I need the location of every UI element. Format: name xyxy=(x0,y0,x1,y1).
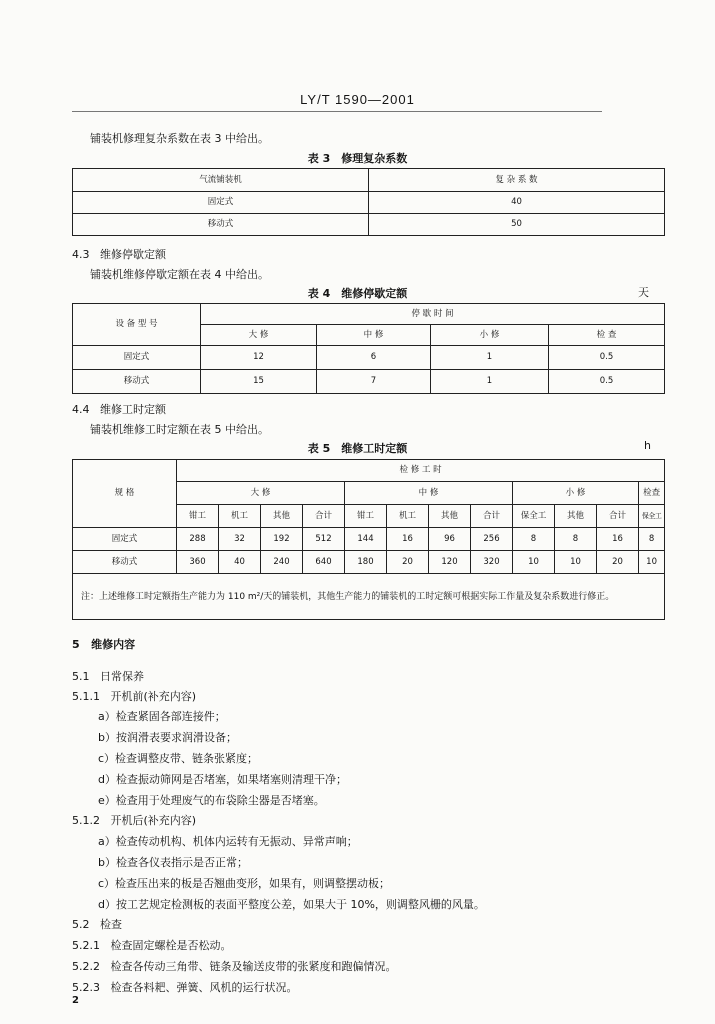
section-number: 5.1.2 xyxy=(72,814,100,827)
table5-cell: 8 xyxy=(513,528,555,551)
section-number: 5.1 xyxy=(72,670,90,683)
subsection-text: 检查各料耙、弹簧、风机的运行状况。 xyxy=(110,981,298,994)
table5-cell: 120 xyxy=(429,551,471,574)
section-5-1-heading xyxy=(72,668,144,684)
table3-header: 复 杂 系 数 xyxy=(369,169,665,192)
table5-cell: 8 xyxy=(555,528,597,551)
table5-cell: 10 xyxy=(639,551,665,574)
table4-col-header: 大 修 xyxy=(201,325,317,346)
table5-cell: 32 xyxy=(219,528,261,551)
table5-caption: 表 5 维修工时定额 xyxy=(307,442,408,455)
table3-cell: 移动式 xyxy=(73,214,369,236)
table4-col-header: 小 修 xyxy=(431,325,549,346)
list-item: c）检查调整皮带、链条张紧度； xyxy=(98,752,259,765)
table4-col-header: 检 查 xyxy=(549,325,665,346)
subsection-text: 检查各传动三角带、链条及输送皮带的张紧度和跑偏情况。 xyxy=(110,960,397,973)
section-title: 日常保养 xyxy=(100,670,144,683)
section-5-heading xyxy=(72,636,135,652)
table4-equip-header: 设 备 型 号 xyxy=(73,304,201,346)
subsection-line xyxy=(72,979,298,995)
table5 xyxy=(72,459,665,620)
table5-cell: 10 xyxy=(555,551,597,574)
section-number: 4.4 xyxy=(72,403,90,416)
table3-cell: 40 xyxy=(369,192,665,214)
table5-group-header: 大 修 xyxy=(177,482,345,505)
list-item: b）检查各仪表指示是否正常； xyxy=(98,856,248,869)
table5-cell: 96 xyxy=(429,528,471,551)
table4-cell: 6 xyxy=(317,346,431,370)
table4-unit: 天 xyxy=(638,286,649,299)
table5-subheader: 其他 xyxy=(429,505,471,528)
table5-cell: 40 xyxy=(219,551,261,574)
page-number: 2 xyxy=(72,995,79,1006)
table5-cell: 256 xyxy=(471,528,513,551)
section-5-1-1-heading xyxy=(72,688,196,704)
table4-cell: 固定式 xyxy=(73,346,201,370)
section-title: 开机后(补充内容) xyxy=(110,814,197,827)
subsection-text: 检查固定螺栓是否松动。 xyxy=(110,939,232,952)
section-number: 5.2.3 xyxy=(72,981,100,994)
table5-subheader: 其他 xyxy=(261,505,303,528)
table5-cell: 288 xyxy=(177,528,219,551)
section-title: 维修工时定额 xyxy=(100,403,166,416)
table4-cell: 1 xyxy=(431,370,549,394)
table3 xyxy=(72,168,665,236)
table5-intro: 铺装机维修工时定额在表 5 中给出。 xyxy=(90,423,269,436)
subsection-line xyxy=(72,958,397,974)
table4-cell: 移动式 xyxy=(73,370,201,394)
table5-cell: 144 xyxy=(345,528,387,551)
table5-hours-header: 检 修 工 时 xyxy=(177,460,665,482)
table5-subheader: 钳工 xyxy=(345,505,387,528)
table5-cell: 8 xyxy=(639,528,665,551)
section-4-3-heading xyxy=(72,246,166,262)
section-number: 5.2.2 xyxy=(72,960,100,973)
table4-time-header: 停 歇 时 间 xyxy=(201,304,665,325)
table4-cell: 0.5 xyxy=(549,370,665,394)
section-number: 5.1.1 xyxy=(72,690,100,703)
table5-cell: 180 xyxy=(345,551,387,574)
section-number: 4.3 xyxy=(72,248,90,261)
table4-col-header: 中 修 xyxy=(317,325,431,346)
table4-cell: 0.5 xyxy=(549,346,665,370)
list-item: d）检查振动筛网是否堵塞，如果堵塞则清理干净； xyxy=(98,773,347,786)
section-number: 5 xyxy=(72,638,80,651)
page-header: LY/T 1590—2001 xyxy=(300,92,415,107)
table5-cell: 192 xyxy=(261,528,303,551)
table4-caption: 表 4 维修停歇定额 xyxy=(307,287,408,300)
table5-subheader: 机工 xyxy=(387,505,429,528)
section-title: 开机前(补充内容) xyxy=(110,690,197,703)
table5-subheader: 保全工 xyxy=(513,505,555,528)
table4-cell: 15 xyxy=(201,370,317,394)
table3-intro: 铺装机修理复杂系数在表 3 中给出。 xyxy=(90,132,269,145)
section-title: 检查 xyxy=(100,918,122,931)
table5-unit: h xyxy=(644,439,651,452)
section-number: 5.2.1 xyxy=(72,939,100,952)
section-title: 维修内容 xyxy=(91,638,136,651)
table5-subheader: 合计 xyxy=(597,505,639,528)
table5-cell: 512 xyxy=(303,528,345,551)
table3-caption: 表 3 修理复杂系数 xyxy=(307,152,408,165)
list-item: e）检查用于处理废气的布袋除尘器是否堵塞。 xyxy=(98,794,325,807)
table5-subheader: 机工 xyxy=(219,505,261,528)
list-item: b）按润滑表要求润滑设备； xyxy=(98,731,237,744)
table5-note: 注：上述维修工时定额指生产能力为 110 m²/天的铺装机，其他生产能力的铺装机的工时定额可根据实际工作量及复杂系数进行修正。 xyxy=(73,574,665,620)
table5-cell: 移动式 xyxy=(73,551,177,574)
table5-spec-header: 规 格 xyxy=(73,460,177,528)
table5-cell: 16 xyxy=(597,528,639,551)
list-item: a）检查紧固各部连接件； xyxy=(98,710,226,723)
table5-subheader: 合计 xyxy=(471,505,513,528)
table5-group-header: 中 修 xyxy=(345,482,513,505)
table5-subheader: 保全工 xyxy=(639,505,665,528)
table3-cell: 固定式 xyxy=(73,192,369,214)
table5-cell: 20 xyxy=(597,551,639,574)
section-5-1-2-heading xyxy=(72,812,196,828)
table4-cell: 7 xyxy=(317,370,431,394)
table4-cell: 12 xyxy=(201,346,317,370)
table5-cell: 640 xyxy=(303,551,345,574)
section-number: 5.2 xyxy=(72,918,90,931)
table5-cell: 360 xyxy=(177,551,219,574)
list-item: a）检查传动机构、机体内运转有无振动、异常声响； xyxy=(98,835,358,848)
table5-cell: 240 xyxy=(261,551,303,574)
list-item: d）按工艺规定检测板的表面平整度公差，如果大于 10%，则调整风栅的风量。 xyxy=(98,898,485,911)
table5-subheader: 其他 xyxy=(555,505,597,528)
table3-cell: 50 xyxy=(369,214,665,236)
section-5-2-heading xyxy=(72,916,122,932)
table3-header: 气流铺装机 xyxy=(73,169,369,192)
table5-group-header: 检查 xyxy=(639,482,665,505)
table4 xyxy=(72,303,665,394)
header-rule xyxy=(72,111,602,112)
table5-subheader: 合计 xyxy=(303,505,345,528)
section-title: 维修停歇定额 xyxy=(100,248,166,261)
table5-cell: 16 xyxy=(387,528,429,551)
subsection-line xyxy=(72,937,232,953)
table5-cell: 固定式 xyxy=(73,528,177,551)
table5-cell: 10 xyxy=(513,551,555,574)
table5-cell: 20 xyxy=(387,551,429,574)
table5-subheader: 钳工 xyxy=(177,505,219,528)
section-4-4-heading xyxy=(72,401,166,417)
table4-cell: 1 xyxy=(431,346,549,370)
list-item: c）检查压出来的板是否翘曲变形，如果有，则调整摆动板； xyxy=(98,877,391,890)
table5-cell: 320 xyxy=(471,551,513,574)
table5-group-header: 小 修 xyxy=(513,482,639,505)
table4-intro: 铺装机维修停歇定额在表 4 中给出。 xyxy=(90,268,269,281)
